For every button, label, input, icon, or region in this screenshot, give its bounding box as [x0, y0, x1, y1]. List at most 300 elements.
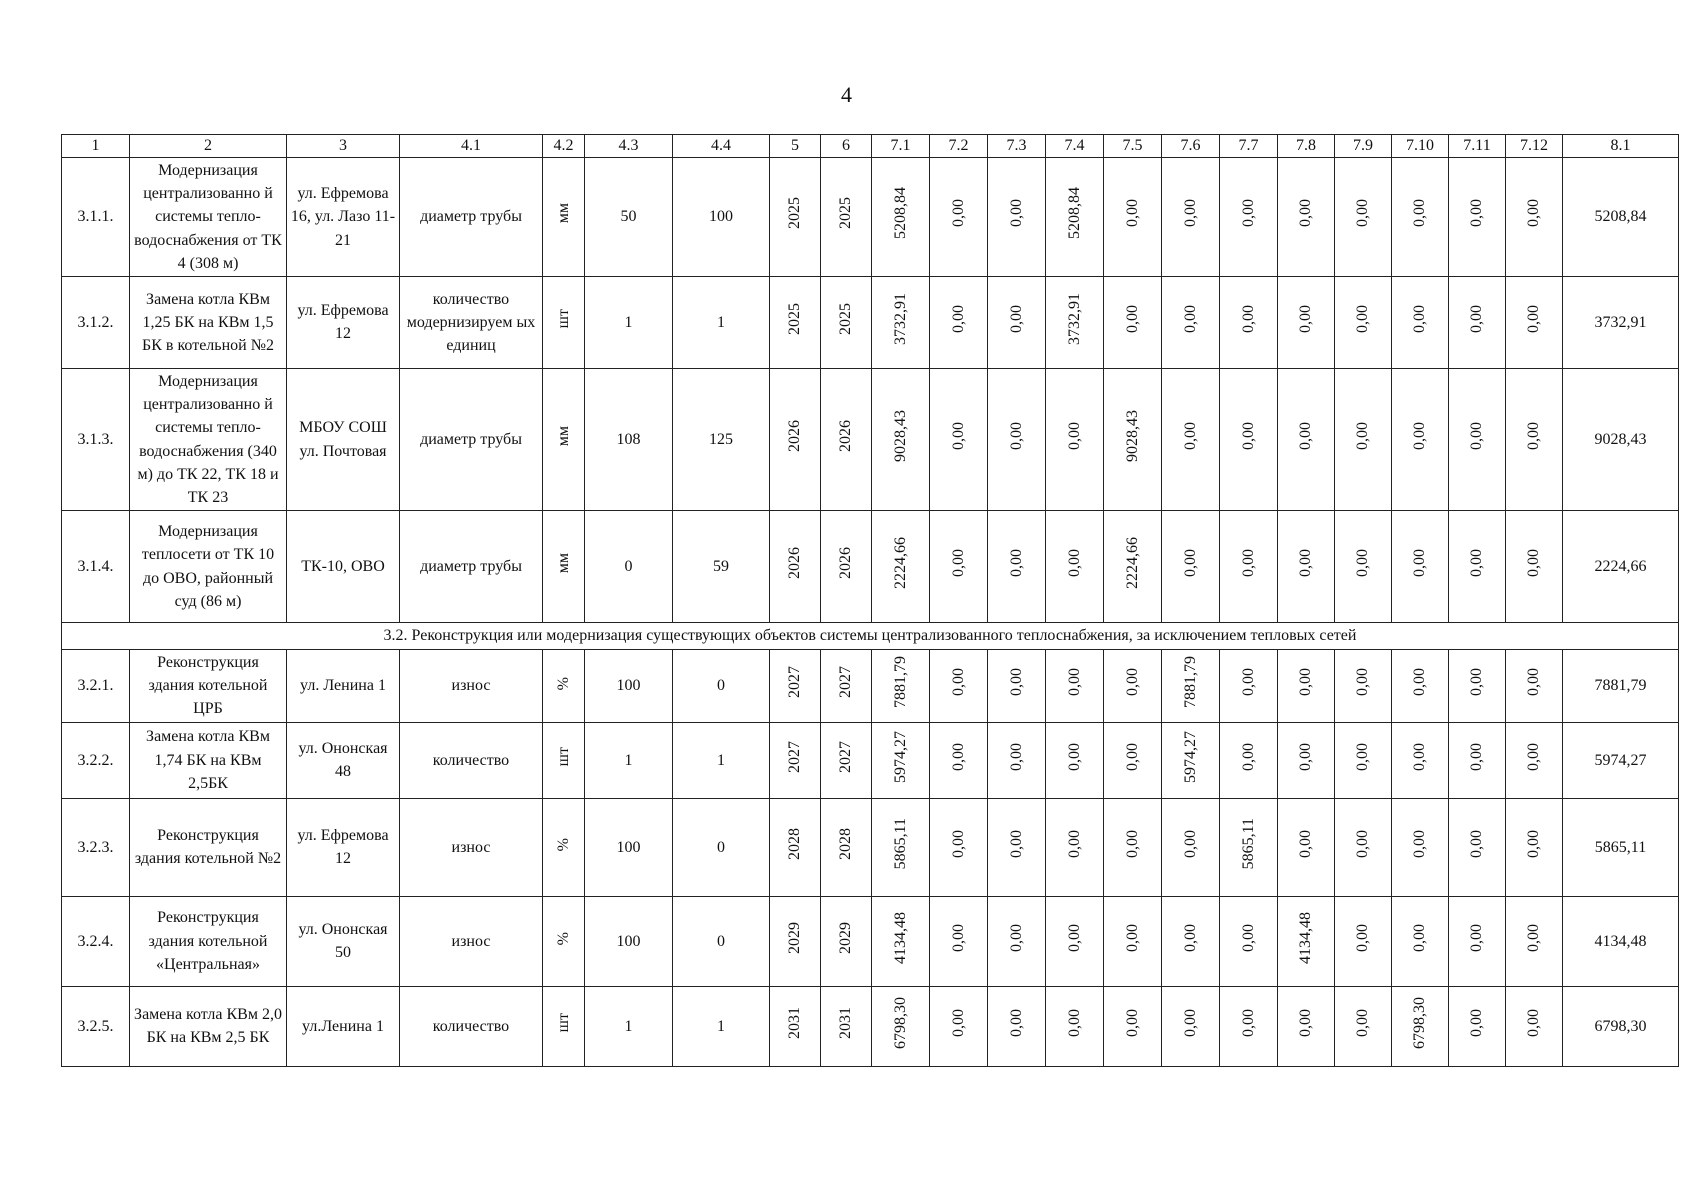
cell-c72 — [930, 722, 988, 798]
total-cost: 4134,48 — [1563, 896, 1679, 986]
cell-y2-text: 2027 — [837, 740, 854, 773]
value-after: 0 — [673, 650, 770, 723]
cell-c74-text: 0,00 — [1065, 829, 1083, 858]
total-cost: 2224,66 — [1563, 511, 1679, 623]
cell-c71-text: 5865,11 — [891, 817, 909, 870]
cell-c710 — [1392, 798, 1449, 896]
address: ул. Ононская 48 — [287, 722, 400, 798]
cell-y2-text: 2027 — [837, 666, 854, 699]
cell-c711 — [1449, 511, 1506, 623]
table-row — [62, 986, 1679, 1066]
cell-c73 — [988, 650, 1046, 723]
row-number: 3.1.2. — [62, 276, 130, 368]
indicator: количество — [400, 986, 543, 1066]
cell-c711-text: 0,00 — [1468, 742, 1485, 771]
cell-c76 — [1162, 511, 1220, 623]
cell-y1 — [770, 722, 821, 798]
cell-c78-text: 0,00 — [1297, 421, 1314, 450]
cell-y1 — [770, 896, 821, 986]
cell-c75 — [1104, 158, 1162, 277]
cell-c710-text: 6798,30 — [1411, 996, 1428, 1049]
cell-c712 — [1506, 650, 1563, 723]
column-header: 4.2 — [543, 135, 585, 158]
cell-c75 — [1104, 896, 1162, 986]
cell-y1 — [770, 276, 821, 368]
value-after: 0 — [673, 896, 770, 986]
column-header: 2 — [130, 135, 287, 158]
cell-c76-text: 0,00 — [1181, 829, 1199, 858]
cell-c71 — [872, 511, 930, 623]
cell-c73 — [988, 158, 1046, 277]
cell-y2-text: 2025 — [837, 302, 854, 335]
cell-c72 — [930, 798, 988, 896]
cell-c71-text: 5974,27 — [891, 730, 909, 783]
address: ул. Ононская 50 — [287, 896, 400, 986]
cell-c75-text: 0,00 — [1123, 829, 1141, 858]
cell-c75-text: 0,00 — [1123, 742, 1141, 771]
cell-c76-text: 0,00 — [1181, 548, 1199, 577]
cell-c78-text: 0,00 — [1297, 199, 1314, 228]
cell-c79-text: 0,00 — [1354, 829, 1371, 858]
cell-y1 — [770, 650, 821, 723]
cell-c75-text: 0,00 — [1123, 668, 1141, 697]
total-cost: 5208,84 — [1563, 158, 1679, 277]
cell-c77-text: 0,00 — [1239, 548, 1257, 577]
cell-c76 — [1162, 158, 1220, 277]
cell-c74-text: 0,00 — [1065, 923, 1083, 952]
cell-c72-text: 0,00 — [949, 829, 967, 858]
row-number: 3.2.1. — [62, 650, 130, 723]
page-number: 4 — [841, 82, 852, 107]
address: ул. Ефремова 12 — [287, 276, 400, 368]
cell-c74-text: 0,00 — [1065, 742, 1083, 771]
cell-c711 — [1449, 276, 1506, 368]
value-after: 0 — [673, 798, 770, 896]
cell-c73 — [988, 276, 1046, 368]
cell-c712 — [1506, 896, 1563, 986]
cell-c77 — [1220, 511, 1278, 623]
cell-c710 — [1392, 986, 1449, 1066]
cell-c71-text: 4134,48 — [891, 911, 909, 964]
cell-c72-text: 0,00 — [949, 199, 967, 228]
unit-text: % — [554, 676, 572, 691]
unit — [543, 986, 585, 1066]
value-before: 1 — [585, 276, 673, 368]
cell-y2-text: 2025 — [837, 197, 854, 230]
address: ул. Ефремова 16, ул. Лазо 11-21 — [287, 158, 400, 277]
row-number: 3.1.3. — [62, 368, 130, 510]
cell-c78-text: 0,00 — [1297, 829, 1314, 858]
cell-c71 — [872, 896, 930, 986]
cell-c77 — [1220, 798, 1278, 896]
cell-c712 — [1506, 158, 1563, 277]
cell-y2-text: 2029 — [837, 921, 854, 954]
cell-c77 — [1220, 276, 1278, 368]
column-header: 7.12 — [1506, 135, 1563, 158]
cell-c78-text: 0,00 — [1297, 304, 1314, 333]
cell-c72 — [930, 511, 988, 623]
unit-text: мм — [554, 552, 572, 574]
column-header: 4.1 — [400, 135, 543, 158]
cell-c78 — [1278, 276, 1335, 368]
total-cost: 5974,27 — [1563, 722, 1679, 798]
table-row — [62, 722, 1679, 798]
cell-c78-text: 0,00 — [1297, 1008, 1314, 1037]
cell-c77-text: 0,00 — [1239, 668, 1257, 697]
cell-c710-text: 0,00 — [1411, 923, 1428, 952]
cell-c74-text: 0,00 — [1065, 421, 1083, 450]
cell-c72 — [930, 986, 988, 1066]
cell-c711 — [1449, 986, 1506, 1066]
cell-c79 — [1335, 896, 1392, 986]
cell-c711 — [1449, 722, 1506, 798]
cell-y2 — [821, 511, 872, 623]
cell-c78 — [1278, 798, 1335, 896]
column-header: 7.9 — [1335, 135, 1392, 158]
column-header: 4.4 — [673, 135, 770, 158]
project-name: Реконструкция здания котельной №2 — [130, 798, 287, 896]
cell-c710-text: 0,00 — [1411, 668, 1428, 697]
cell-c711 — [1449, 158, 1506, 277]
cell-c73 — [988, 798, 1046, 896]
header-row — [62, 135, 1679, 158]
cell-c711-text: 0,00 — [1468, 923, 1485, 952]
cell-y1-text: 2031 — [786, 1006, 803, 1039]
column-header: 5 — [770, 135, 821, 158]
unit — [543, 276, 585, 368]
indicator: диаметр трубы — [400, 511, 543, 623]
cell-c71 — [872, 276, 930, 368]
cell-c78 — [1278, 722, 1335, 798]
section-row — [62, 623, 1679, 650]
cell-y2-text: 2031 — [837, 1006, 854, 1039]
cell-c711 — [1449, 368, 1506, 510]
cell-c72-text: 0,00 — [949, 548, 967, 577]
cell-c76 — [1162, 798, 1220, 896]
cell-c72 — [930, 896, 988, 986]
cell-c77 — [1220, 368, 1278, 510]
cell-c710-text: 0,00 — [1411, 742, 1428, 771]
section-title: 3.2. Реконструкция или модернизация существующих объектов системы централизованного теплоснабжения, за исключением тепловых сетей — [62, 623, 1679, 650]
cell-c71-text: 7881,79 — [891, 656, 909, 709]
project-name: Замена котла КВм 1,74 БК на КВм 2,5БК — [130, 722, 287, 798]
cell-c73-text: 0,00 — [1007, 548, 1025, 577]
unit-text: мм — [554, 203, 572, 224]
cell-c77-text: 0,00 — [1239, 1008, 1257, 1037]
value-after: 1 — [673, 276, 770, 368]
cell-c74 — [1046, 986, 1104, 1066]
project-name: Реконструкция здания котельной ЦРБ — [130, 650, 287, 723]
unit-text: шт — [554, 309, 572, 329]
cell-c75-text: 2224,66 — [1123, 536, 1141, 589]
cell-c74 — [1046, 276, 1104, 368]
cell-y2 — [821, 798, 872, 896]
column-header: 7.11 — [1449, 135, 1506, 158]
cell-c712-text: 0,00 — [1525, 304, 1542, 333]
cell-c73 — [988, 368, 1046, 510]
cell-c711-text: 0,00 — [1468, 304, 1485, 333]
cell-c73 — [988, 986, 1046, 1066]
column-header: 7.10 — [1392, 135, 1449, 158]
cell-c710 — [1392, 158, 1449, 277]
cell-c76 — [1162, 986, 1220, 1066]
row-number: 3.2.4. — [62, 896, 130, 986]
cell-c74-text: 0,00 — [1065, 1008, 1083, 1037]
cell-c79-text: 0,00 — [1354, 548, 1371, 577]
cell-c711-text: 0,00 — [1468, 548, 1485, 577]
cell-c71-text: 6798,30 — [891, 996, 909, 1049]
address: ул. Ефремова 12 — [287, 798, 400, 896]
cell-c78 — [1278, 986, 1335, 1066]
cell-c711 — [1449, 798, 1506, 896]
cell-c711-text: 0,00 — [1468, 1008, 1485, 1037]
cell-c79 — [1335, 722, 1392, 798]
cell-c77-text: 0,00 — [1239, 304, 1257, 333]
cell-c74 — [1046, 650, 1104, 723]
cell-c75-text: 0,00 — [1123, 304, 1141, 333]
address: ТК-10, ОВО — [287, 511, 400, 623]
value-after: 100 — [673, 158, 770, 277]
cell-y2 — [821, 722, 872, 798]
row-number: 3.2.3. — [62, 798, 130, 896]
cell-c74 — [1046, 511, 1104, 623]
value-before: 100 — [585, 896, 673, 986]
cell-c72 — [930, 650, 988, 723]
table-row — [62, 798, 1679, 896]
value-before: 0 — [585, 511, 673, 623]
cell-c76 — [1162, 276, 1220, 368]
cell-y2-text: 2028 — [837, 827, 854, 860]
cell-y2 — [821, 276, 872, 368]
cell-c79-text: 0,00 — [1354, 1008, 1371, 1037]
cell-c77 — [1220, 896, 1278, 986]
cell-c73-text: 0,00 — [1007, 304, 1025, 333]
address: ул.Ленина 1 — [287, 986, 400, 1066]
column-header: 1 — [62, 135, 130, 158]
cell-c710 — [1392, 896, 1449, 986]
indicator: износ — [400, 896, 543, 986]
indicator: количество — [400, 722, 543, 798]
cell-c711-text: 0,00 — [1468, 668, 1485, 697]
table-row — [62, 276, 1679, 368]
total-cost: 7881,79 — [1563, 650, 1679, 723]
cell-c712-text: 0,00 — [1525, 829, 1542, 858]
cell-c79 — [1335, 798, 1392, 896]
column-header: 8.1 — [1563, 135, 1679, 158]
indicator: износ — [400, 798, 543, 896]
cell-c73 — [988, 722, 1046, 798]
value-after: 1 — [673, 722, 770, 798]
cell-c76 — [1162, 368, 1220, 510]
column-header: 7.2 — [930, 135, 988, 158]
cell-y1 — [770, 986, 821, 1066]
cell-c71-text: 9028,43 — [891, 409, 909, 462]
cell-c76-text: 7881,79 — [1181, 656, 1199, 709]
cell-c79 — [1335, 511, 1392, 623]
cell-c72 — [930, 276, 988, 368]
cell-y1-text: 2025 — [786, 302, 803, 335]
cell-c73-text: 0,00 — [1007, 1008, 1025, 1037]
cell-y1-text: 2026 — [786, 419, 803, 452]
cell-c710 — [1392, 276, 1449, 368]
indicator: количество модернизируем ых единиц — [400, 276, 543, 368]
cell-y1 — [770, 368, 821, 510]
cell-y2 — [821, 368, 872, 510]
project-name: Замена котла КВм 2,0 БК на КВм 2,5 БК — [130, 986, 287, 1066]
cell-c77-text: 0,00 — [1239, 199, 1257, 228]
cell-c73 — [988, 511, 1046, 623]
cell-c76-text: 0,00 — [1181, 1008, 1199, 1037]
table-row — [62, 650, 1679, 723]
table-row — [62, 511, 1679, 623]
cell-c712-text: 0,00 — [1525, 923, 1542, 952]
cell-c74-text: 5208,84 — [1065, 187, 1083, 240]
cell-c71 — [872, 722, 930, 798]
cell-c712 — [1506, 368, 1563, 510]
cell-c71 — [872, 158, 930, 277]
cell-c71 — [872, 986, 930, 1066]
cell-c76-text: 0,00 — [1181, 923, 1199, 952]
cell-c75 — [1104, 986, 1162, 1066]
cell-c78 — [1278, 896, 1335, 986]
cell-c75 — [1104, 368, 1162, 510]
total-cost: 3732,91 — [1563, 276, 1679, 368]
cell-c76-text: 0,00 — [1181, 199, 1199, 228]
cell-y1-text: 2028 — [786, 827, 803, 860]
cell-c75-text: 0,00 — [1123, 1008, 1141, 1037]
address: МБОУ СОШ ул. Почтовая — [287, 368, 400, 510]
cell-c75 — [1104, 276, 1162, 368]
indicator: диаметр трубы — [400, 368, 543, 510]
cell-y2-text: 2026 — [837, 419, 854, 452]
cell-y1 — [770, 158, 821, 277]
cell-c78 — [1278, 368, 1335, 510]
cell-c710 — [1392, 650, 1449, 723]
cell-y2-text: 2026 — [837, 546, 854, 579]
value-after: 125 — [673, 368, 770, 510]
cell-c73-text: 0,00 — [1007, 668, 1025, 697]
cell-y1-text: 2026 — [786, 546, 803, 579]
cell-c77 — [1220, 650, 1278, 723]
cell-c76 — [1162, 650, 1220, 723]
cell-c79-text: 0,00 — [1354, 199, 1371, 228]
cell-c71-text: 3732,91 — [891, 292, 909, 345]
cell-y1 — [770, 798, 821, 896]
value-before: 50 — [585, 158, 673, 277]
cell-c79 — [1335, 368, 1392, 510]
cell-c712-text: 0,00 — [1525, 668, 1542, 697]
unit — [543, 722, 585, 798]
cell-c76-text: 0,00 — [1181, 421, 1199, 450]
column-header: 6 — [821, 135, 872, 158]
column-header: 4.3 — [585, 135, 673, 158]
cell-c710 — [1392, 722, 1449, 798]
project-name: Реконструкция здания котельной «Центральная» — [130, 896, 287, 986]
cell-c76 — [1162, 896, 1220, 986]
cell-c77 — [1220, 722, 1278, 798]
cell-y1-text: 2027 — [786, 666, 803, 699]
cell-c73-text: 0,00 — [1007, 742, 1025, 771]
cell-c711 — [1449, 896, 1506, 986]
cell-c78-text: 4134,48 — [1297, 911, 1314, 964]
cell-c712-text: 0,00 — [1525, 548, 1542, 577]
cell-c74 — [1046, 798, 1104, 896]
row-number: 3.2.2. — [62, 722, 130, 798]
cell-c75 — [1104, 722, 1162, 798]
table-row — [62, 368, 1679, 510]
value-before: 1 — [585, 986, 673, 1066]
cell-c710 — [1392, 511, 1449, 623]
cell-c711-text: 0,00 — [1468, 829, 1485, 858]
cell-y1-text: 2025 — [786, 197, 803, 230]
address: ул. Ленина 1 — [287, 650, 400, 723]
column-header: 7.7 — [1220, 135, 1278, 158]
table-row — [62, 896, 1679, 986]
cell-c79-text: 0,00 — [1354, 304, 1371, 333]
cell-c712-text: 0,00 — [1525, 742, 1542, 771]
cell-y2 — [821, 986, 872, 1066]
cell-c78-text: 0,00 — [1297, 742, 1314, 771]
cell-c73 — [988, 896, 1046, 986]
cell-c75-text: 0,00 — [1123, 923, 1141, 952]
cell-c711-text: 0,00 — [1468, 421, 1485, 450]
cell-c72-text: 0,00 — [949, 923, 967, 952]
cell-c72-text: 0,00 — [949, 742, 967, 771]
cell-c77 — [1220, 158, 1278, 277]
value-before: 100 — [585, 798, 673, 896]
unit-text: % — [554, 838, 572, 852]
project-name: Модернизация централизованно й системы тепло-водоснабжения (340 м) до ТК 22, ТК 18 и ТК 23 — [130, 368, 287, 510]
total-cost: 5865,11 — [1563, 798, 1679, 896]
cell-c76-text: 5974,27 — [1181, 730, 1199, 783]
indicator: износ — [400, 650, 543, 723]
cell-c78-text: 0,00 — [1297, 668, 1314, 697]
cell-c73-text: 0,00 — [1007, 199, 1025, 228]
unit — [543, 511, 585, 623]
unit — [543, 368, 585, 510]
cell-c79 — [1335, 276, 1392, 368]
cell-y2 — [821, 896, 872, 986]
cell-c712-text: 0,00 — [1525, 199, 1542, 228]
cell-c72-text: 0,00 — [949, 304, 967, 333]
cell-y2 — [821, 650, 872, 723]
cell-c71 — [872, 798, 930, 896]
cell-c79 — [1335, 158, 1392, 277]
cell-c74-text: 3732,91 — [1065, 292, 1083, 345]
unit-text: % — [554, 932, 572, 946]
cell-c710-text: 0,00 — [1411, 304, 1428, 333]
unit — [543, 158, 585, 277]
cell-c74 — [1046, 368, 1104, 510]
row-number: 3.1.1. — [62, 158, 130, 277]
cell-c73-text: 0,00 — [1007, 421, 1025, 450]
cell-c72 — [930, 368, 988, 510]
value-before: 108 — [585, 368, 673, 510]
unit-text: шт — [554, 746, 572, 767]
cell-c711-text: 0,00 — [1468, 199, 1485, 228]
value-before: 1 — [585, 722, 673, 798]
cell-c76 — [1162, 722, 1220, 798]
cell-y1 — [770, 511, 821, 623]
cell-c74 — [1046, 158, 1104, 277]
cell-c710-text: 0,00 — [1411, 421, 1428, 450]
column-header: 3 — [287, 135, 400, 158]
column-header: 7.4 — [1046, 135, 1104, 158]
cell-c712-text: 0,00 — [1525, 421, 1542, 450]
cell-c73-text: 0,00 — [1007, 923, 1025, 952]
cell-c711 — [1449, 650, 1506, 723]
cell-c712 — [1506, 722, 1563, 798]
